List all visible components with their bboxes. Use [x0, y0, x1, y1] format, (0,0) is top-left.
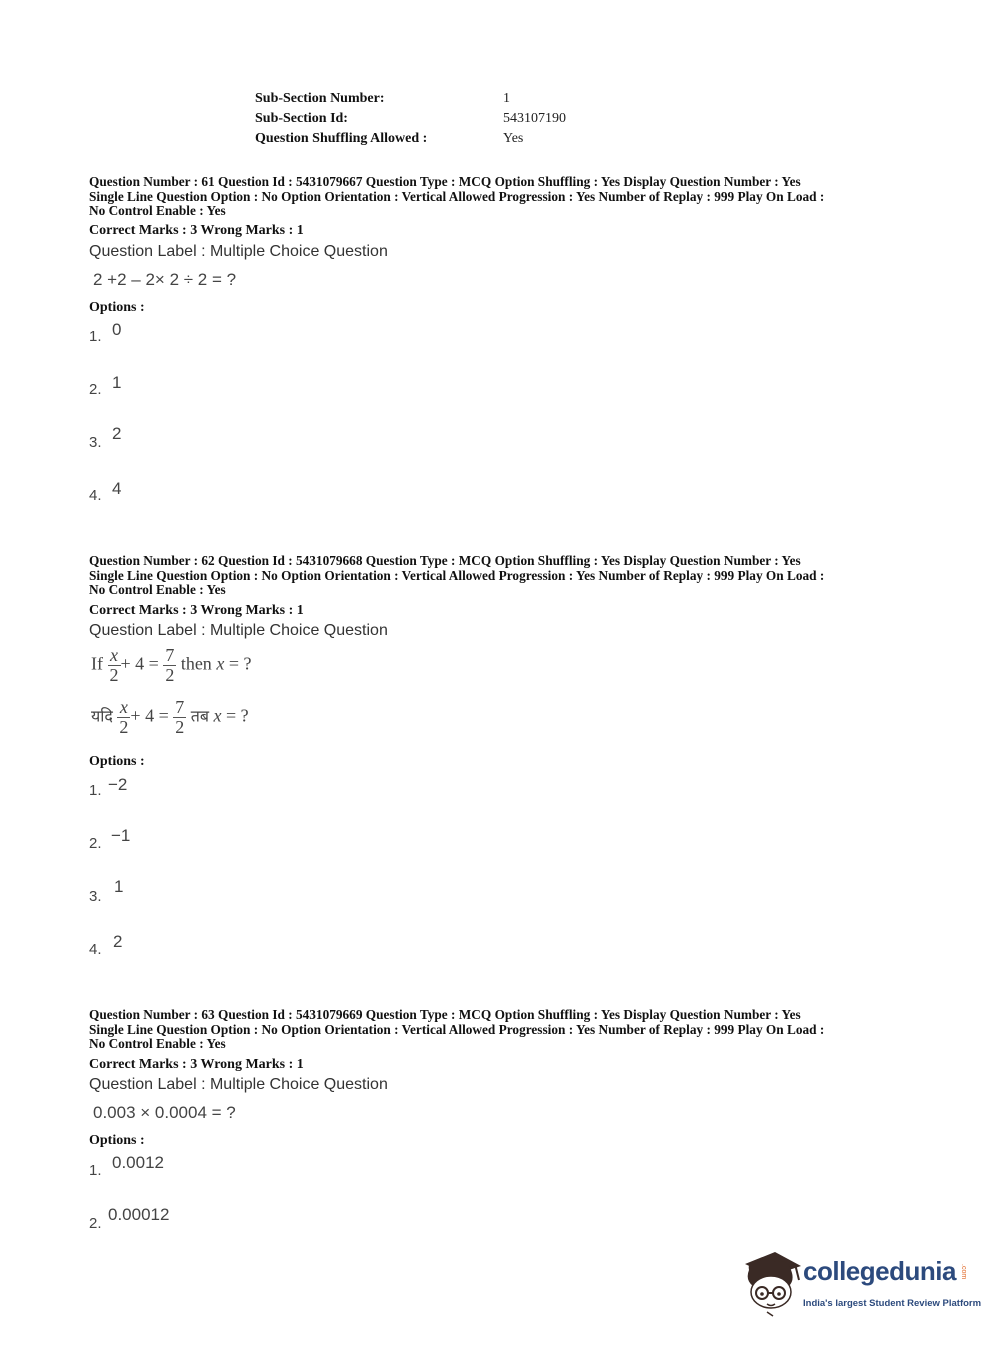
eq-prefix: If — [91, 653, 103, 674]
subsection-number-label: Sub-Section Number: — [255, 91, 385, 106]
eq-middle: + 4 = — [130, 705, 169, 726]
question-62-equation-hindi — [91, 698, 249, 737]
question-61-text: 2 +2 – 2× 2 ÷ 2 = ? — [93, 270, 237, 289]
question-62-meta — [89, 554, 919, 598]
fraction-numerator: 7 — [175, 697, 185, 717]
eq-variable: x — [213, 705, 222, 726]
logo-domain-suffix: .com — [960, 1264, 967, 1280]
option-value[interactable]: 1 — [112, 373, 122, 392]
meta-line: Single Line Question Option : No Option Orientation : Vertical Allowed Progression : Yes Number of Replay : 999 Play On Load : — [89, 188, 825, 204]
fraction-7-over-2 — [163, 646, 176, 685]
option-value[interactable]: 1 — [114, 877, 124, 896]
question-61-meta — [89, 175, 919, 219]
question-61-marks: Correct Marks : 3 Wrong Marks : 1 — [89, 223, 304, 238]
option-number: 1. — [89, 1162, 102, 1179]
fraction-denominator: 2 — [119, 717, 129, 737]
subsection-id-value: 543107190 — [503, 111, 566, 126]
question-62-equation-english — [91, 646, 251, 685]
option-number: 2. — [89, 1215, 102, 1232]
fraction-numerator: 7 — [165, 645, 175, 665]
option-number: 4. — [89, 487, 102, 504]
question-61-options-heading: Options : — [89, 300, 145, 315]
option-number: 3. — [89, 434, 102, 451]
meta-line: No Control Enable : Yes — [89, 203, 226, 218]
eq-suffix-word: तब — [190, 706, 209, 726]
question-shuffling-label: Question Shuffling Allowed : — [255, 131, 428, 146]
option-value[interactable]: 0.00012 — [108, 1205, 170, 1224]
meta-line: No Control Enable : Yes — [89, 1036, 226, 1051]
meta-line: Question Number : 62 Question Id : 5431079668 Question Type : MCQ Option Shuffling : Yes Display Question Number : Yes — [89, 553, 801, 568]
fraction-numerator: x — [117, 698, 130, 718]
eq-variable: x — [216, 653, 225, 674]
question-63-text: 0.003 × 0.0004 = ? — [93, 1103, 236, 1122]
option-number: 4. — [89, 941, 102, 958]
fraction-x-over-2 — [117, 698, 130, 737]
question-shuffling-value: Yes — [503, 131, 524, 146]
meta-line: Question Number : 61 Question Id : 5431079667 Question Type : MCQ Option Shuffling : Yes Display Question Number : Yes — [89, 174, 801, 189]
eq-middle: + 4 = — [120, 653, 159, 674]
question-63-meta — [89, 1008, 919, 1052]
option-number: 1. — [89, 328, 102, 345]
eq-suffix-word: then — [180, 653, 212, 674]
option-value[interactable]: 2 — [112, 424, 122, 443]
fraction-x-over-2 — [108, 646, 121, 685]
option-value[interactable]: 4 — [112, 479, 122, 498]
option-value[interactable]: −1 — [111, 826, 131, 845]
eq-suffix-end: = ? — [226, 705, 249, 726]
option-number: 1. — [89, 782, 102, 799]
fraction-denominator: 2 — [175, 717, 185, 737]
fraction-numerator: x — [108, 646, 121, 666]
subsection-number-value: 1 — [503, 91, 510, 106]
meta-line: No Control Enable : Yes — [89, 582, 226, 597]
meta-line: Single Line Question Option : No Option Orientation : Vertical Allowed Progression : Yes Number of Replay : 999 Play On Load : — [89, 567, 825, 583]
subsection-id-label: Sub-Section Id: — [255, 111, 348, 126]
meta-line: Single Line Question Option : No Option Orientation : Vertical Allowed Progression : Yes Number of Replay : 999 Play On Load : — [89, 1021, 825, 1037]
fraction-7-over-2 — [173, 698, 186, 737]
graduate-mascot-icon — [741, 1250, 803, 1320]
option-number: 2. — [89, 835, 102, 852]
option-value[interactable]: 0 — [112, 320, 122, 339]
logo-tagline: India's largest Student Review Platform — [803, 1298, 982, 1309]
fraction-denominator: 2 — [165, 665, 175, 685]
question-63-marks: Correct Marks : 3 Wrong Marks : 1 — [89, 1057, 304, 1072]
option-value[interactable]: −2 — [108, 775, 128, 794]
question-62-marks: Correct Marks : 3 Wrong Marks : 1 — [89, 603, 304, 618]
option-number: 2. — [89, 381, 102, 398]
eq-suffix-end: = ? — [228, 653, 252, 674]
question-61-label: Question Label : Multiple Choice Question — [89, 243, 388, 260]
eq-prefix: यदि — [91, 706, 113, 726]
question-63-options-heading: Options : — [89, 1133, 145, 1148]
logo-wordmark: collegedunia — [803, 1256, 956, 1286]
option-number: 3. — [89, 888, 102, 905]
collegedunia-logo[interactable] — [741, 1250, 982, 1320]
option-value[interactable]: 2 — [113, 932, 123, 951]
meta-line: Question Number : 63 Question Id : 5431079669 Question Type : MCQ Option Shuffling : Yes Display Question Number : Yes — [89, 1007, 801, 1022]
question-62-options-heading: Options : — [89, 754, 145, 769]
question-62-label: Question Label : Multiple Choice Question — [89, 622, 388, 639]
option-value[interactable]: 0.0012 — [112, 1153, 164, 1172]
question-63-label: Question Label : Multiple Choice Question — [89, 1076, 388, 1093]
fraction-denominator: 2 — [109, 665, 119, 685]
